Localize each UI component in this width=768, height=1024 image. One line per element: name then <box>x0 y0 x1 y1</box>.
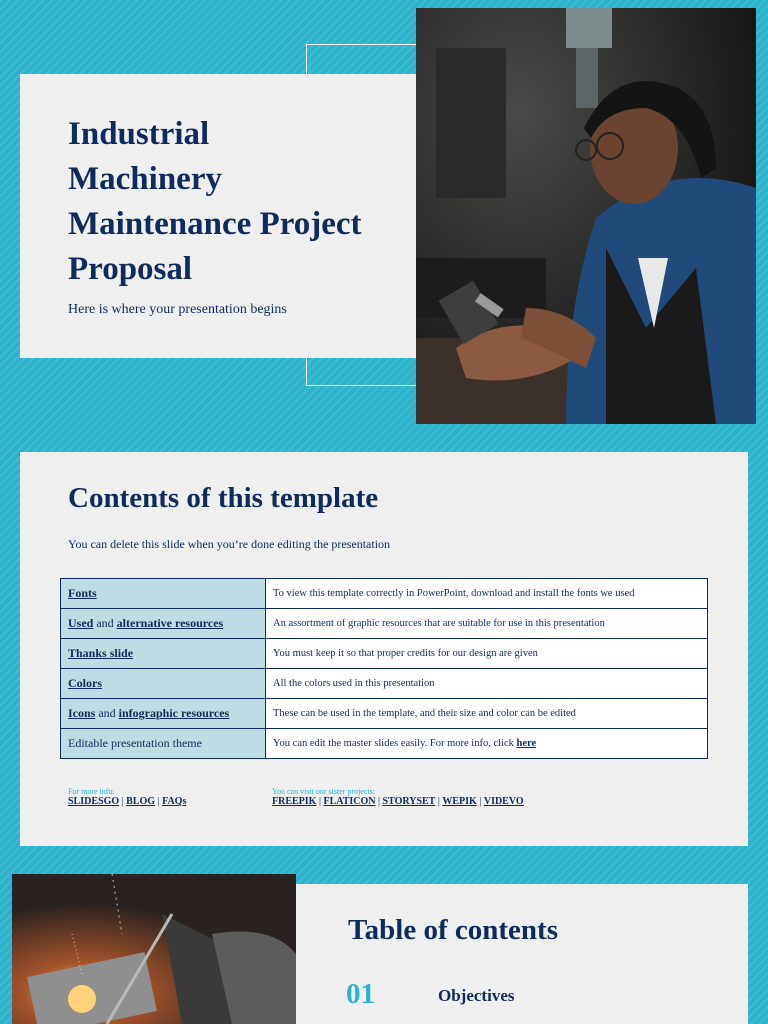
freepik-link[interactable]: FREEPIK <box>272 796 317 807</box>
table-key-cell <box>61 609 266 639</box>
here-link[interactable]: here <box>516 738 537 749</box>
table-row <box>61 699 708 729</box>
contents-title: Contents of this template <box>68 482 379 514</box>
title-slide-card <box>20 74 416 358</box>
contents-table <box>60 578 708 759</box>
welding-photo <box>12 874 296 1024</box>
table-row <box>61 609 708 639</box>
value-text: You can edit the master slides easily. For more info, click <box>273 738 517 749</box>
separator: | <box>375 796 383 807</box>
toc-title: Table of contents <box>348 914 558 946</box>
table-row <box>61 669 708 699</box>
joiner-text: and <box>93 616 117 630</box>
table-key-cell: Editable presentation theme <box>61 729 266 759</box>
contents-slide-card <box>20 452 748 846</box>
presentation-subtitle: Here is where your presentation begins <box>68 302 287 317</box>
contents-subtitle: You can delete this slide when you’re done editing the presentation <box>68 537 391 551</box>
table-key-cell <box>61 579 266 609</box>
footer-caption: You can visit our sister projects: <box>272 787 375 796</box>
used-link[interactable]: Used <box>68 616 94 630</box>
infographic-resources-link[interactable]: infographic resources <box>118 706 230 720</box>
table-value-cell: All the colors used in this presentation <box>266 669 708 699</box>
table-row <box>61 579 708 609</box>
table-value-cell: An assortment of graphic resources that are suitable for use in this presentation <box>266 609 708 639</box>
footer-more-info <box>68 787 186 807</box>
table-value-cell: You must keep it so that proper credits for our design are given <box>266 639 708 669</box>
separator: | <box>119 796 127 807</box>
icons-link[interactable]: Icons <box>68 706 96 720</box>
table-value-cell: To view this template correctly in PowerPoint, download and install the fonts we used <box>266 579 708 609</box>
woman-with-caliper-photo <box>416 8 756 424</box>
colors-link[interactable]: Colors <box>68 676 102 690</box>
table-row <box>61 729 708 759</box>
table-value-cell: These can be used in the template, and their size and color can be edited <box>266 699 708 729</box>
table-key-cell <box>61 699 266 729</box>
table-of-contents-card <box>296 884 748 1024</box>
separator: | <box>155 796 163 807</box>
presentation-title: Industrial Machinery Maintenance Project Proposal <box>68 116 362 287</box>
thanks-slide-link[interactable]: Thanks slide <box>68 646 134 660</box>
flaticon-link[interactable]: FLATICON <box>323 796 376 807</box>
table-value-cell <box>266 729 708 759</box>
separator: | <box>476 796 484 807</box>
blog-link[interactable]: BLOG <box>126 796 156 807</box>
separator: | <box>435 796 443 807</box>
wepik-link[interactable]: WEPIK <box>442 796 477 807</box>
footer-caption: For more info: <box>68 787 115 796</box>
toc-item-label: Objectives <box>438 986 515 1005</box>
separator: | <box>316 796 324 807</box>
joiner-text: and <box>95 706 119 720</box>
table-key-cell <box>61 639 266 669</box>
faqs-link[interactable]: FAQs <box>162 796 187 807</box>
alternative-resources-link[interactable]: alternative resources <box>116 616 224 630</box>
videvo-link[interactable]: VIDEVO <box>483 796 524 807</box>
fonts-link[interactable]: Fonts <box>68 586 97 600</box>
table-key-cell <box>61 669 266 699</box>
table-row <box>61 639 708 669</box>
slidesgo-link[interactable]: SLIDESGO <box>68 796 120 807</box>
footer-sister-projects <box>272 787 524 807</box>
storyset-link[interactable]: STORYSET <box>382 796 436 807</box>
toc-item-number: 01 <box>346 978 375 1010</box>
